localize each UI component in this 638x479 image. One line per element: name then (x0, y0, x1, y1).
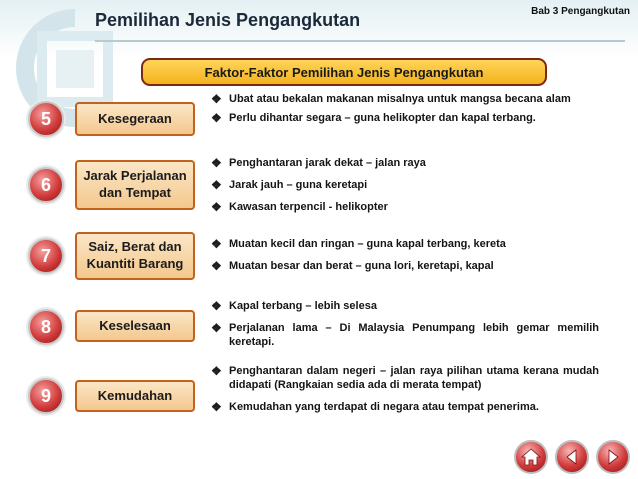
list-item (205, 321, 599, 349)
factor-box-saiz-berat: Saiz, Berat dan Kuantiti Barang (75, 232, 195, 280)
point-text: Penghantaran jarak dekat – jalan raya (229, 157, 426, 169)
point-text: Jarak jauh – guna keretapi (229, 179, 368, 191)
list-item (205, 237, 599, 251)
diamond-bullet-icon: ❖ (211, 156, 222, 170)
title-divider (95, 40, 625, 42)
points-list-saiz-berat (205, 237, 599, 273)
home-button[interactable] (514, 440, 548, 474)
diamond-bullet-icon: ❖ (211, 178, 222, 192)
point-text: Muatan kecil dan ringan – guna kapal terbang, kereta (229, 238, 506, 250)
row-number-8: 8 (28, 309, 64, 345)
diamond-bullet-icon: ❖ (211, 400, 222, 414)
previous-button[interactable] (555, 440, 589, 474)
diamond-bullet-icon: ❖ (211, 364, 222, 378)
diamond-bullet-icon: ❖ (211, 200, 222, 214)
factor-box-keselesaan: Keselesaan (75, 310, 195, 342)
point-text: Muatan besar dan berat – guna lori, keretapi, kapal (229, 260, 494, 272)
diamond-bullet-icon: ❖ (211, 259, 222, 273)
list-item (205, 364, 599, 392)
arrow-left-icon (562, 447, 582, 467)
point-text: Penghantaran dalam negeri – jalan raya pilihan utama kerana mudah didapati (Rangkaian sedia ada di merata tempat) (229, 365, 599, 391)
arrow-right-icon (603, 447, 623, 467)
row-number-5: 5 (28, 101, 64, 137)
next-button[interactable] (596, 440, 630, 474)
list-item (205, 299, 599, 313)
points-list-jarak-perjalanan (205, 156, 599, 214)
list-item (205, 400, 599, 414)
diamond-bullet-icon: ❖ (211, 299, 222, 313)
row-number-6: 6 (28, 167, 64, 203)
point-text: Kapal terbang – lebih selesa (229, 300, 377, 312)
row-number-9: 9 (28, 378, 64, 414)
factor-box-jarak-perjalanan: Jarak Perjalanan dan Tempat (75, 160, 195, 210)
row-number-7: 7 (28, 238, 64, 274)
factors-banner: Faktor-Faktor Pemilihan Jenis Pengangkutan (141, 58, 547, 86)
points-list-kemudahan (205, 364, 599, 414)
point-text: Ubat atau bekalan makanan misalnya untuk mangsa becana alam (229, 93, 571, 105)
page-title: Pemilihan Jenis Pengangkutan (95, 10, 361, 30)
diamond-bullet-icon: ❖ (211, 111, 222, 125)
list-item (205, 156, 599, 170)
point-text: Kemudahan yang terdapat di negara atau tempat penerima. (229, 401, 539, 413)
diamond-bullet-icon: ❖ (211, 92, 222, 106)
points-list-keselesaan (205, 299, 599, 349)
point-text: Perjalanan lama – Di Malaysia Penumpang lebih gemar memilih keretapi. (229, 322, 599, 348)
factor-box-kemudahan: Kemudahan (75, 380, 195, 412)
home-icon (520, 446, 542, 468)
point-text: Perlu dihantar segara – guna helikopter dan kapal terbang. (229, 112, 536, 124)
points-list-kesegeraan (205, 92, 599, 125)
factor-box-kesegeraan: Kesegeraan (75, 102, 195, 136)
diamond-bullet-icon: ❖ (211, 237, 222, 251)
diamond-bullet-icon: ❖ (211, 321, 222, 335)
list-item (205, 200, 599, 214)
point-text: Kawasan terpencil - helikopter (229, 201, 388, 213)
chapter-tag: Bab 3 Pengangkutan (531, 6, 630, 17)
list-item (205, 92, 599, 106)
list-item (205, 111, 599, 125)
list-item (205, 178, 599, 192)
list-item (205, 259, 599, 273)
